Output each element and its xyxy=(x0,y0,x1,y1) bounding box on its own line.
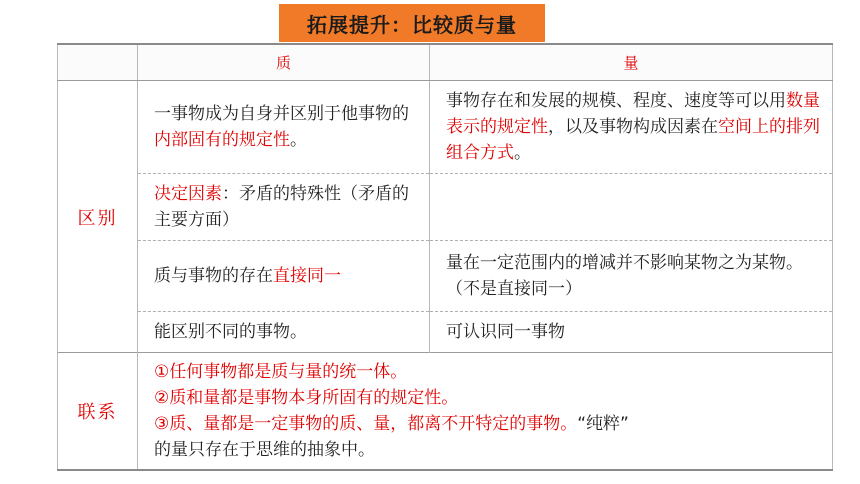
header-quality: 质 xyxy=(138,44,430,81)
table-header-row xyxy=(58,44,833,81)
connection-line-4: 的量只存在于思维的抽象中。 xyxy=(154,440,375,460)
table-row xyxy=(58,174,833,241)
table-row xyxy=(58,81,833,174)
quantity-function: 可认识同一事物 xyxy=(430,312,833,353)
table-row xyxy=(58,353,833,471)
distinction-label: 区别 xyxy=(58,81,138,353)
quality-determinant: 决定因素：矛盾的特殊性（矛盾的主要方面） xyxy=(138,174,430,241)
comparison-table xyxy=(57,43,833,471)
quantity-definition: 事物存在和发展的规模、程度、速度等可以用数量表示的规定性，以及事物构成因素在空间上的排列组合方式。 xyxy=(430,81,833,174)
header-empty-cell xyxy=(58,44,138,81)
table-row xyxy=(58,312,833,353)
header-quantity: 量 xyxy=(430,44,833,81)
connection-line-2: ②质和量都是事物本身所固有的规定性。 xyxy=(154,388,459,408)
quality-function: 能区别不同的事物。 xyxy=(138,312,430,353)
connection-content xyxy=(138,353,833,471)
connection-line-3: ③质、量都是一定事物的质、量，都离不开特定的事物。“纯粹” xyxy=(154,414,629,434)
connection-label: 联系 xyxy=(58,353,138,471)
quantity-identity: 量在一定范围内的增减并不影响某物之为某物。（不是直接同一） xyxy=(430,241,833,312)
quality-identity: 质与事物的存在直接同一 xyxy=(138,241,430,312)
quality-definition: 一事物成为自身并区别于他事物的内部固有的规定性。 xyxy=(138,81,430,174)
quantity-determinant xyxy=(430,174,833,241)
section-title: 拓展提升：比较质与量 xyxy=(279,4,545,42)
connection-line-1: ①任何事物都是质与量的统一体。 xyxy=(154,362,408,382)
table-row xyxy=(58,241,833,312)
